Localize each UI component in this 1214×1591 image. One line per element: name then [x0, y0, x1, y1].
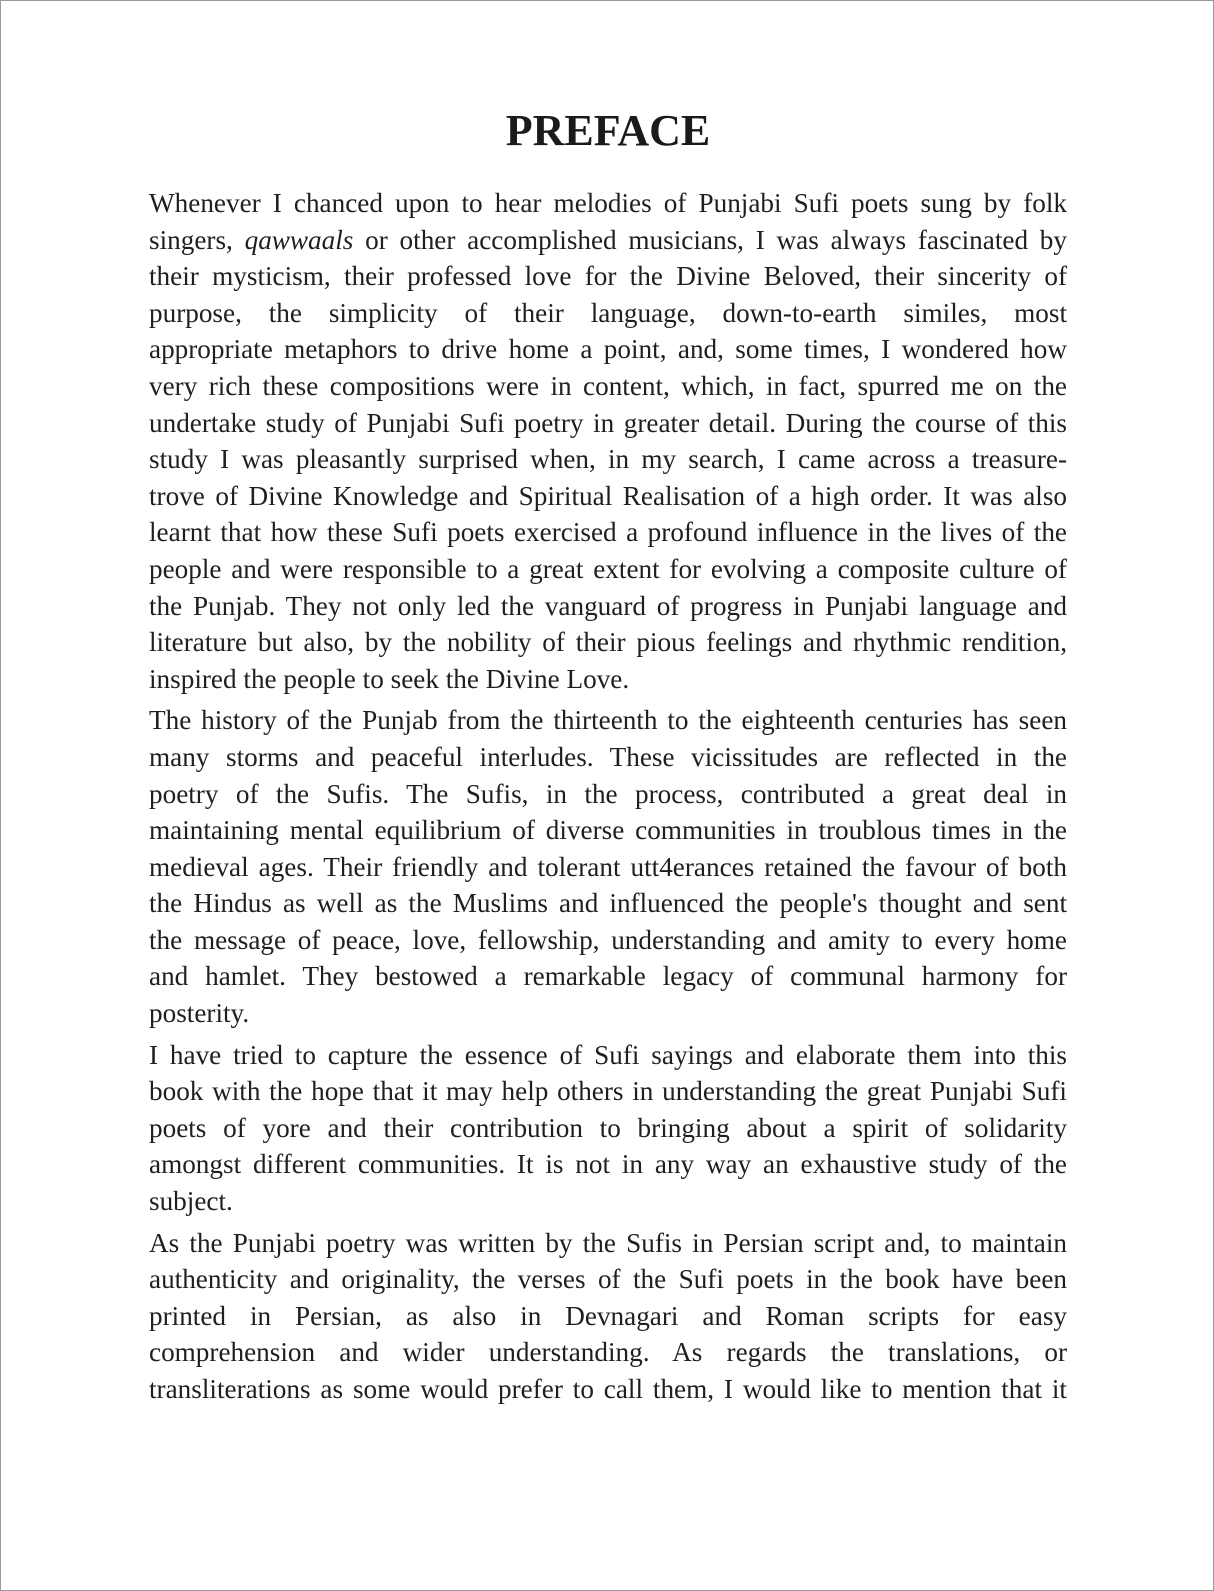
- text-line: singers, qawwaals or other accomplished musicians, I was always fascinated by: [149, 224, 1067, 255]
- text-line: book with the hope that it may help others in understanding the great Punjabi Sufi: [149, 1076, 1067, 1107]
- text-line: their mysticism, their professed love for the Divine Beloved, their sincerity of: [149, 261, 1067, 292]
- text-line: undertake study of Punjabi Sufi poetry in greater detail. During the course of this: [149, 407, 1067, 438]
- text-line: printed in Persian, as also in Devnagari and Roman scripts for easy: [149, 1300, 1067, 1331]
- paragraph: [149, 1225, 1067, 1408]
- text-line: people and were responsible to a great extent for evolving a composite culture of: [149, 553, 1067, 584]
- text-line: medieval ages. Their friendly and tolerant utt4erances retained the favour of both: [149, 851, 1067, 882]
- text-line: maintaining mental equilibrium of diverse communities in troublous times in the: [149, 815, 1067, 846]
- text-line: posterity.: [149, 998, 250, 1029]
- text-line: literature but also, by the nobility of their pious feelings and rhythmic rendition,: [149, 627, 1067, 658]
- text-line: study I was pleasantly surprised when, in my search, I came across a treasure-: [149, 444, 1067, 475]
- text-line: transliterations as some would prefer to call them, I would like to mention that it: [149, 1374, 1067, 1404]
- text-line: purpose, the simplicity of their language, down-to-earth similes, most: [149, 297, 1067, 328]
- paragraph: [149, 185, 1067, 697]
- text-line: inspired the people to seek the Divine Love.: [149, 663, 630, 694]
- text-line: comprehension and wider understanding. As regards the translations, or: [149, 1337, 1067, 1368]
- text-line: Whenever I chanced upon to hear melodies of Punjabi Sufi poets sung by folk: [149, 188, 1067, 218]
- text-line: trove of Divine Knowledge and Spiritual Realisation of a high order. It was also: [149, 480, 1067, 511]
- text-line: I have tried to capture the essence of Sufi sayings and elaborate them into this: [149, 1039, 1067, 1070]
- text-line: many storms and peaceful interludes. These vicissitudes are reflected in the: [149, 741, 1067, 772]
- paragraph: [149, 1037, 1067, 1220]
- text-line: subject.: [149, 1186, 233, 1217]
- text-line: the message of peace, love, fellowship, understanding and amity to every home: [149, 924, 1067, 955]
- text-line: the Hindus as well as the Muslims and influenced the people's thought and sent: [149, 888, 1067, 919]
- preface-body: [149, 185, 1067, 1413]
- text-line: learnt that how these Sufi poets exercised a profound influence in the lives of the: [149, 517, 1067, 548]
- text-line: very rich these compositions were in content, which, in fact, spurred me on the: [149, 370, 1067, 401]
- text-line: and hamlet. They bestowed a remarkable legacy of communal harmony for: [149, 961, 1067, 992]
- text-line: appropriate metaphors to drive home a point, and, some times, I wondered how: [149, 334, 1067, 365]
- text-line: poetry of the Sufis. The Sufis, in the process, contributed a great deal in: [149, 778, 1067, 809]
- text-line: authenticity and originality, the verses of the Sufi poets in the book have been: [149, 1264, 1067, 1295]
- paragraph: [149, 702, 1067, 1031]
- text-line: poets of yore and their contribution to bringing about a spirit of solidarity: [149, 1112, 1067, 1143]
- text-line: The history of the Punjab from the thirteenth to the eighteenth centuries has seen: [149, 705, 1067, 736]
- text-line: amongst different communities. It is not in any way an exhaustive study of the: [149, 1149, 1067, 1180]
- text-line: As the Punjabi poetry was written by the Sufis in Persian script and, to maintain: [149, 1227, 1067, 1258]
- italic-term: qawwaals: [244, 224, 354, 255]
- text-line: the Punjab. They not only led the vanguard of progress in Punjabi language and: [149, 590, 1067, 621]
- page-title: PREFACE: [505, 106, 711, 155]
